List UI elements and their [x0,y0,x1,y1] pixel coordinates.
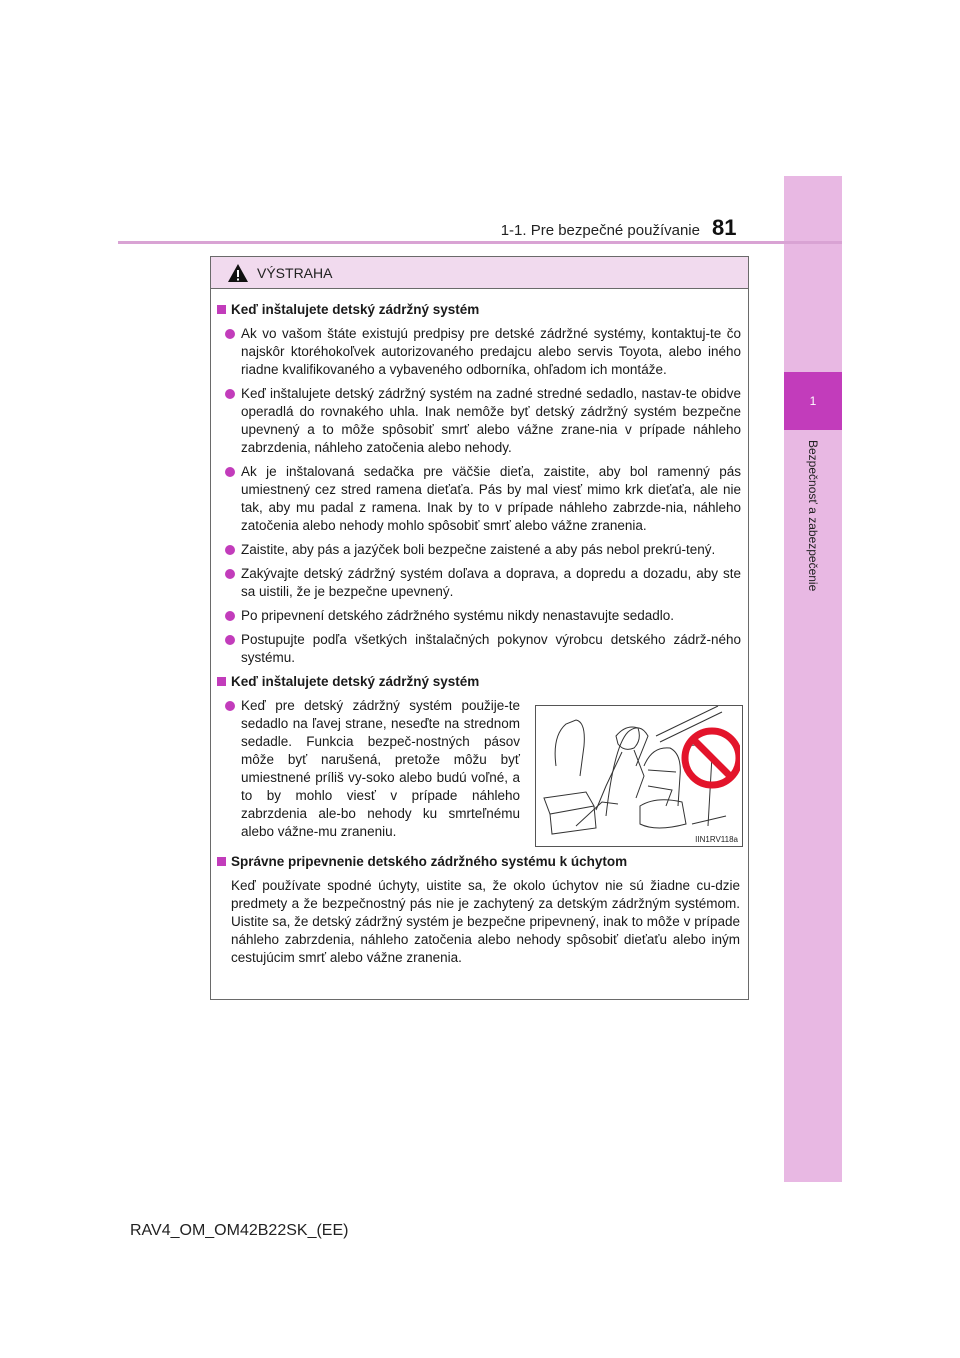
list-item-text: Keď pre detský zádržný systém použije-te sedadlo na ľavej strane, neseďte na strednom sedadle. Funkcia bezpeč-nostných pásov môže byť narušená, pretože môžu byť umiestnené príliš vy-soko alebo budú voľné, a to by mohlo viesť v prípade náhleho zabrzdenia ale-bo nehody ku smrteľnému alebo vážne-mu zraneniu. [241,698,520,839]
heading-text: Keď inštalujete detský zádržný systém [231,674,480,689]
square-bullet-icon [217,857,226,866]
list-item [225,541,742,559]
section-heading [217,301,742,319]
car-seat-icon [536,706,740,844]
list-item-text: Zakývajte detský zádržný systém doľava a doprava, a dopredu a dozadu, aby ste sa uistili, že je bezpečne upevnený. [241,566,741,599]
round-bullet-icon [225,389,235,399]
list-item-text: Zaistite, aby pás a jazýček boli bezpečne zaistené a aby pás nebol prekrú-tený. [241,542,716,557]
list-item [225,607,742,625]
square-bullet-icon [217,305,226,314]
list-item [225,325,742,379]
round-bullet-icon [225,329,235,339]
section-heading [217,853,742,871]
paragraph: Keď používate spodné úchyty, uistite sa, že okolo úchytov nie sú žiadne cu-dzie predmety a že bezpečnostný pás nie je zachytený za detským zádržným systémom. Uistite sa, že detský zádržný systém je bezpečne pripevnený, inak to môže v prípade náhleho zabrzdenia, náhleho zatočenia alebo nehody spôsobiť dieťaťu alebo iným cestujúcim smrť alebo vážne zranenia. [231,878,740,965]
list-item-text: Postupujte podľa všetkých inštalačných pokynov výrobcu detského zádrž-ného systému. [241,632,741,665]
list-item [225,385,742,457]
child-seat-illustration [535,705,743,847]
section-heading [217,673,742,691]
list-item-text: Ak vo vašom štáte existujú predpisy pre detské zádržné systémy, kontaktuj-te čo najskôr ktoréhokoľvek autorizovaného predajcu alebo servis Toyota, alebo iného riadne kvalifikovaného a vybaveného odborníka, ohľadom ich montáže. [241,326,741,377]
figure-code: IIN1RV118a [695,835,738,844]
heading-text: Keď inštalujete detský zádržný systém [231,302,480,317]
round-bullet-icon [225,635,235,645]
list-item-text: Po pripevnení detského zádržného systému nikdy nenastavujte sedadlo. [241,608,675,623]
list-item-text: Keď inštalujete detský zádržný systém na zadné stredné sedadlo, nastav-te obidve operadlá do rovnakého uhla. Inak nemôže byť detský zádržný systém bezpečne upevnený a to môže spôsobiť smrť alebo vážne zrane-nia v prípade náhleho zabrzdenia, náhleho zatočenia alebo nehody. [241,386,741,455]
side-tab [784,176,842,1182]
round-bullet-icon [225,545,235,555]
list-item [225,697,521,841]
list-item [225,463,742,535]
round-bullet-icon [225,611,235,621]
figure-row [217,697,742,847]
warning-box [210,256,749,1000]
page-number: 81 [712,215,737,240]
square-bullet-icon [217,677,226,686]
footer-code: RAV4_OM_OM42B22SK_(EE) [130,1222,349,1239]
section-title: 1-1. Pre bezpečné používanie [500,222,700,239]
list-item [225,631,742,667]
warning-content [211,289,748,967]
list-item [225,565,742,601]
warning-header [211,257,748,289]
chapter-label: Bezpečnosť a zabezpečenie [806,440,820,592]
chapter-number: 1 [784,372,842,430]
list-item-text: Ak je inštalovaná sedačka pre väčšie dieťa, zaistite, aby bol ramenný pás umiestnený cez stred ramena dieťaťa. Pás by mal viesť mimo krk dieťaťa, ale nie tak, aby mu padal z ramena. Inak by to v prípade náhleho zabrzde-nia, náhleho zatočenia alebo nehody mohlo spôsobiť smrť alebo vážne zranenia. [241,464,741,533]
warning-triangle-icon [227,263,249,283]
heading-text: Správne pripevnenie detského zádržného systému k úchytom [231,854,628,869]
warning-title: VÝSTRAHA [257,264,333,281]
header-divider [118,241,842,244]
round-bullet-icon [225,467,235,477]
round-bullet-icon [225,569,235,579]
round-bullet-icon [225,701,235,711]
